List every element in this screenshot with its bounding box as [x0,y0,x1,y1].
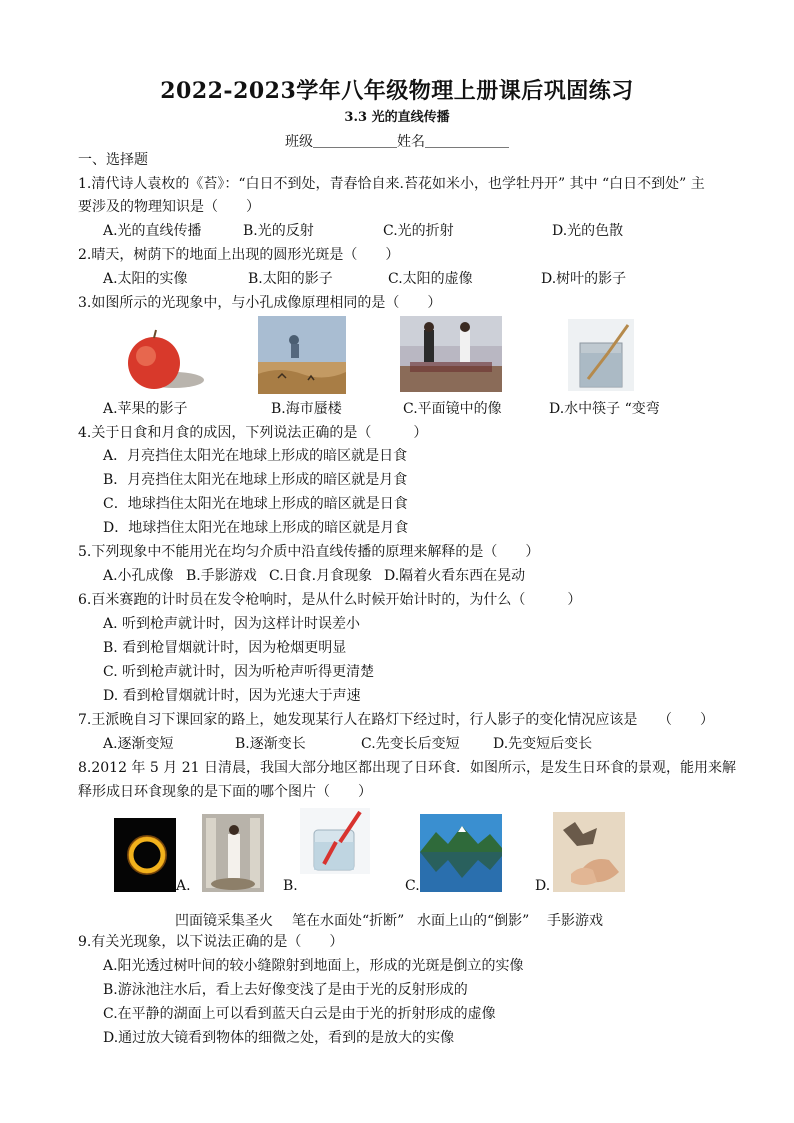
q7-option-b: B.逐渐变长 [235,736,306,752]
q7-option-c: C.先变长后变短 [361,736,460,752]
q2-stem: 2.晴天，树荫下的地面上出现的圆形光斑是（ ） [78,247,400,263]
q8-label-d: D. [535,878,551,894]
q4-option-d: D．地球挡住太阳光在地球上形成的暗区就是月食 [103,520,409,536]
page-subtitle: 3.3 光的直线传播 [344,110,450,125]
apple-shadow-image [116,318,206,394]
q3-option-a: A.苹果的影子 [103,401,188,417]
shadow-puppet-image [553,812,625,892]
q8-caption-d: 手影游戏 [547,913,603,929]
q8-label-c: C. [405,878,420,894]
q3-option-d: D.水中筷子 “变弯 [549,401,660,417]
q3-option-b: B.海市蜃楼 [271,401,342,417]
q3-stem: 3.如图所示的光现象中，与小孔成像原理相同的是（ ） [78,295,442,311]
q8-label-a: A. [176,878,191,894]
q4-option-b: B．月亮挡住太阳光在地球上形成的暗区就是月食 [103,472,408,488]
q2-option-b: B.太阳的影子 [248,271,333,287]
q6-option-d: D. 看到枪冒烟就计时，因为光速大于声速 [103,688,361,704]
q5-option-d: D.隔着火看东西在晃动 [384,568,526,584]
q9-stem: 9.有关光现象，以下说法正确的是（ ） [78,934,344,950]
q2-option-d: D.树叶的影子 [541,271,627,287]
class-name-line: 班级＿＿＿＿＿＿姓名＿＿＿＿＿＿ [285,134,509,150]
q2-option-c: C.太阳的虚像 [388,271,473,287]
q1-option-d: D.光的色散 [552,223,624,239]
q4-option-a: A．月亮挡住太阳光在地球上形成的暗区就是日食 [103,448,408,464]
q6-option-b: B. 看到枪冒烟就计时，因为枪烟更明显 [103,640,347,656]
q7-option-a: A.逐渐变短 [103,736,174,752]
q5-option-c: C.日食.月食现象 [269,568,373,584]
q9-option-c: C.在平静的湖面上可以看到蓝天白云是由于光的折射形成的虚像 [103,1006,496,1022]
pen-in-water-image [300,808,370,874]
q4-option-c: C．地球挡住太阳光在地球上形成的暗区就是日食 [103,496,408,512]
annular-eclipse-image [114,818,176,892]
q1-option-c: C.光的折射 [383,223,454,239]
q7-option-d: D.先变短后变长 [493,736,593,752]
mirror-image-photo [400,316,502,392]
concave-mirror-torch-image [202,814,264,892]
q7-answer-paren: （ ） [658,712,714,728]
q1-stem-line1: 1.清代诗人袁枚的《苔》：“白日不到处，青春恰自来.苔花如米小，也学牡丹开” 其中 “白日不到处” 主 [78,176,705,192]
q4-stem: 4.关于日食和月食的成因，下列说法正确的是（ ） [78,425,428,441]
mountain-reflection-image [420,814,502,892]
q8-caption-c: 水面上山的“倒影” [417,913,530,929]
q7-stem: 7.王派晚自习下课回家的路上，她发现某行人在路灯下经过时，行人影子的变化情况应该是 [78,712,638,728]
q5-option-b: B.手影游戏 [186,568,257,584]
q2-option-a: A.太阳的实像 [103,271,188,287]
q9-option-d: D.通过放大镜看到物体的细微之处，看到的是放大的实像 [103,1030,455,1046]
q8-stem-line2: 释形成日环食现象的是下面的哪个图片（ ） [78,784,372,800]
q8-stem-line1: 8.2012 年 5 月 21 日清晨，我国大部分地区都出现了日环食．如图所示，是发生日环食的景观，能用来解 [78,760,736,776]
q6-option-a: A. 听到枪声就计时，因为这样计时误差小 [103,616,361,632]
chopsticks-in-water-image [568,319,634,391]
q9-option-a: A.阳光透过树叶间的较小缝隙射到地面上，形成的光斑是倒立的实像 [103,958,524,974]
q3-option-c: C.平面镜中的像 [403,401,502,417]
q1-stem-line2: 要涉及的物理知识是（ ） [78,199,260,215]
q6-option-c: C. 听到枪声就计时，因为听枪声听得更清楚 [103,664,375,680]
q9-option-b: B.游泳池注水后，看上去好像变浅了是由于光的反射形成的 [103,982,468,998]
q8-caption-a: 凹面镜采集圣火 [175,913,273,929]
q8-caption-b: 笔在水面处“折断” [292,913,405,929]
q8-label-b: B. [283,878,298,894]
q1-option-b: B.光的反射 [243,223,314,239]
q6-stem: 6.百米赛跑的计时员在发令枪响时，是从什么时候开始计时的，为什么（ ） [78,592,582,608]
q1-option-a: A.光的直线传播 [103,223,202,239]
q5-option-a: A.小孔成像 [103,568,174,584]
mirage-image [258,316,346,394]
section-heading: 一、选择题 [78,152,148,168]
page-title: 2022-2023学年八年级物理上册课后巩固练习 [160,78,634,104]
q5-stem: 5.下列现象中不能用光在均匀介质中沿直线传播的原理来解释的是（ ） [78,544,540,560]
